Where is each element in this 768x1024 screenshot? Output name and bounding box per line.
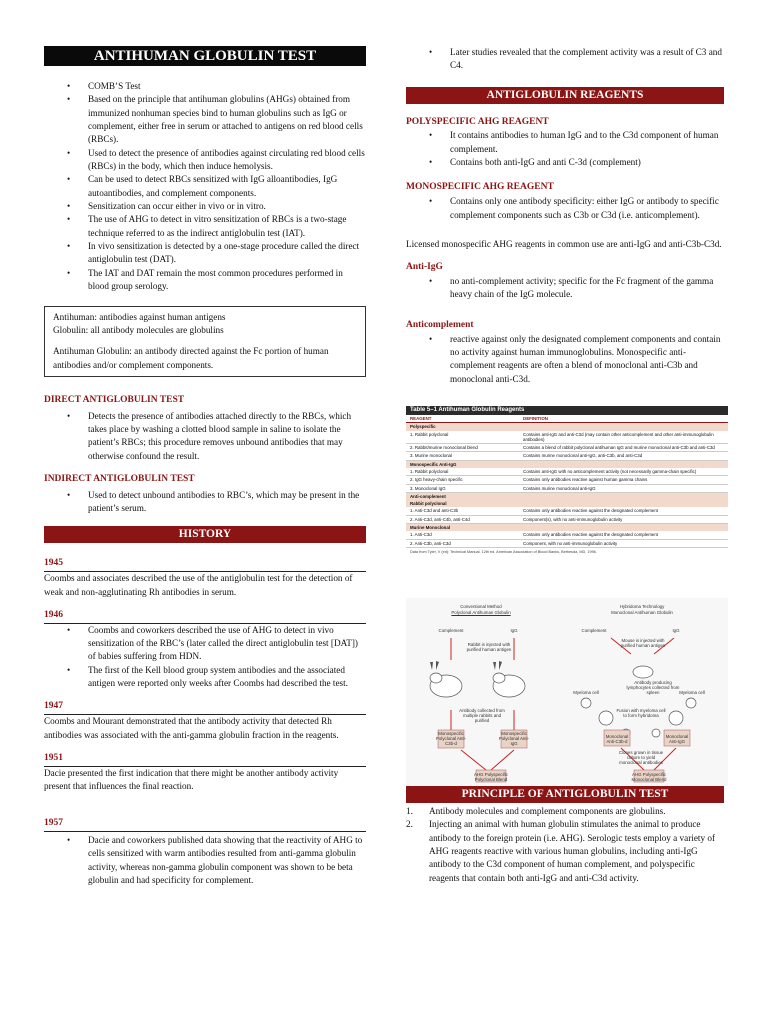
table-section-row: Monospecific Anti-IgG: [406, 461, 728, 468]
licensed-paragraph: Licensed monospecific AHG reagents in common use are anti-IgG and anti-C3b-C3d.: [406, 238, 722, 249]
table-cell-definition: Component, with no anti-immunoglobulin activity: [523, 540, 618, 546]
year-1947: 1947: [44, 701, 63, 712]
diagram-mono-igg: Monospecific Polyclonal Anti-IgG: [498, 730, 530, 746]
anti-igg-heading: Anti-IgG: [406, 262, 443, 273]
diagram-blend-right: AHG Polyspecific Monoclonal Blend: [631, 771, 667, 782]
table-body: [406, 423, 728, 548]
table-cell-reagent: 1. Anti-C3d: [410, 532, 432, 538]
table-cell-reagent: 2. IgG heavy-chain specific: [410, 477, 463, 483]
year-1946: 1946: [44, 609, 63, 620]
diagram-complement-left: Complement: [438, 627, 464, 633]
list-item: • The IAT and DAT remain the most common procedures performed in blood group serology.: [44, 267, 366, 294]
complement-list: [406, 46, 724, 73]
table-cell-definition: Contains murine monoclonal anti-IgG, anti-C3b, and anti-C3d: [523, 453, 643, 459]
monospecific-heading: MONOSPECIFIC AHG REAGENT: [406, 182, 554, 193]
list-item: • Can be used to detect RBCs sensitized with IgG alloantibodies, IgG autoantibodies, and complement components.: [44, 173, 366, 200]
principle-banner: PRINCIPLE OF ANTIGLOBULIN TEST: [406, 786, 724, 803]
year-1951: 1951: [44, 752, 63, 763]
diagram-left-title: Conventional Method: [460, 603, 502, 609]
history-1947-text: Coombs and Mourant demonstrated that the antibody activity that detected Rh antibodies was associated with the anti-gamma globulin fraction in the reagents.: [44, 716, 339, 740]
item-number: 1.: [406, 805, 413, 816]
table-cell-reagent: 1. Rabbit polyclonal: [410, 431, 449, 437]
table-cell-reagent: 2. Anti-C3d, anti-C4b, anti-C4d: [410, 516, 470, 522]
divider: [44, 831, 366, 832]
table-cell-definition: Contains only antibodies reactive against human gamma chains: [523, 477, 648, 483]
table-header: [406, 415, 728, 423]
diagram-mono-c3bd-right: Monoclonal Anti-C3b-d: [605, 733, 629, 744]
table-row: [406, 507, 728, 515]
polyspecific-heading: POLYSPECIFIC AHG REAGENT: [406, 116, 549, 127]
diagram-collect-note: Antibody collected from multiple rabbits and purified: [459, 707, 505, 723]
page-title: ANTIHUMAN GLOBULIN TEST: [44, 46, 366, 66]
table-row: [406, 468, 728, 476]
diagram-myeloma-right: Myeloma cell: [679, 689, 705, 695]
definition-box: [44, 306, 366, 377]
list-item: • Sensitization can occur either in vivo or in vitro.: [44, 200, 366, 213]
diagram-igg-left: IgG: [510, 627, 518, 633]
dat-list: [44, 410, 366, 463]
table-row: [406, 540, 728, 548]
list-item: • Dacie and coworkers published data showing that the reactivity of AHG to cells sensitized with warm antibodies resulted from anti-gamma globulin activity, whereas non-gamma globulin component was shown to be beta globulin and had specificity for complement.: [44, 834, 366, 887]
definition-globulin: Globulin: all antibody molecules are globulins: [53, 324, 224, 335]
list-item: • COMB’S Test: [44, 80, 366, 93]
list-item: • In vivo sensitization is detected by a one-stage procedure called the direct antiglobulin test (DAT).: [44, 240, 366, 267]
table-row: [406, 444, 728, 452]
list-item: • It contains antibodies to human IgG and to the C3d component of human complement.: [406, 129, 724, 156]
table-header-definition: DEFINITION: [523, 416, 548, 422]
list-item: • no anti-complement activity; specific for the Fc fragment of the gamma heavy chain of the IgG molecule.: [406, 275, 724, 302]
table-section-row: Anti-complement: [406, 493, 728, 500]
history-1957-list: [44, 834, 366, 887]
list-item: • Contains both anti-IgG and anti C-3d (complement): [406, 156, 724, 169]
iat-list: [44, 489, 366, 516]
definition-ahg: Antihuman Globulin: an antibody directed against the Fc portion of human antibodies and/or complement components.: [53, 346, 329, 370]
item-text: Injecting an animal with human globulin stimulates the animal to produce antibody to the foreign protein (i.e. AHG). Serologic tests employ a variety of AHG reagents reactive with various human globulins, including anti-IgG antibody to the C3d component of human complement, and polyspecific reagents that contain both anti-IgG and anti-C3d activity.: [429, 819, 716, 883]
table-section-row: Rabbit polyclonal: [406, 500, 728, 507]
table-source: Data from Tyler, V (ed): Technical Manual, 12th ed. American Association of Blood Banks, Bethesda, MD, 1996.: [410, 549, 597, 554]
history-1951-text: Dacie presented the first indication that there might be another antibody activity present that influences the final reaction.: [44, 767, 339, 791]
table-cell-definition: Contains only antibodies reactive against the designated complement: [523, 508, 659, 514]
table-cell-definition: Contains anti-IgG and anti-C3d (may contain other anticomplement and other anti-immunoglobulin antibodies): [523, 431, 714, 442]
list-item: [406, 818, 724, 885]
table-row: [406, 476, 728, 484]
list-item: • reactive against only the designated complement components and contain no activity against human immunoglobulins. Monospecific anti-complement reagents are often a blend of monoclonal anti-C3b and monoclonal anti-C3d.: [406, 333, 724, 386]
diagram-complement-right: Complement: [581, 627, 607, 633]
list-item: • Detects the presence of antibodies attached directly to the RBCs, which takes place by washing a clotted blood sample in saline to isolate the patient’s RBCs; this procedure removes unbound antibodies that may otherwise confound the result.: [44, 410, 366, 463]
list-item: • Used to detect unbound antibodies to RBC’s, which may be present in the patient’s serum.: [44, 489, 366, 516]
anticomplement-heading: Anticomplement: [406, 319, 474, 330]
list-item: • The use of AHG to detect in vitro sensitization of RBCs is a two-stage technique referred to as the indirect antiglobulin test (IAT).: [44, 213, 366, 240]
list-item: • The first of the Kell blood group system antibodies and the associated antigen were reported only weeks after Coombs had described the test.: [44, 664, 366, 691]
diagram-right-title: Hybridoma Technology: [619, 603, 665, 609]
monospecific-list: [406, 195, 724, 222]
history-banner: HISTORY: [44, 526, 366, 543]
table-cell-reagent: 3. Monoclonal IgG: [410, 485, 446, 491]
table-cell-definition: Contains only antibodies reactive against the designated complement: [523, 532, 659, 538]
table-cell-reagent: 1. Rabbit polyclonal: [410, 469, 449, 475]
table-cell-definition: Contains anti-IgG with no anticomplement activity (not necessarily gamma-chain specific): [523, 469, 697, 475]
right-column: [406, 0, 724, 885]
table-row: [406, 431, 728, 445]
list-item: • Coombs and coworkers described the use of AHG to detect in vivo sensitization of the RBC’s (later called the direct antiglobulin test [DAT]) of babies suffering from HDN.: [44, 624, 366, 664]
reagents-banner: ANTIGLOBULIN REAGENTS: [406, 87, 724, 104]
table-cell-reagent: 2. Rabbit/murine monoclonal blend: [410, 445, 478, 451]
table-cell-reagent: 1. Anti-C3d and anti-C3b: [410, 508, 459, 514]
table-cell-definition: Contains a blend of rabbit polyclonal antihuman IgG and murine monoclonal anti-C3b and anti-C3d: [523, 445, 715, 451]
table-section-row: Polyspecific: [406, 423, 728, 430]
ahg-reagents-table: [406, 406, 728, 586]
diagram-myeloma-left: Myeloma cell: [573, 689, 599, 695]
table-cell-definition: Component(s), with no anti-immunoglobulin activity: [523, 516, 623, 522]
table-header-reagent: REAGENT: [410, 416, 432, 422]
polyspecific-list: [406, 129, 724, 169]
diagram-mouse-note: Mouse is injected with purified human antigen: [620, 637, 666, 648]
left-column: [44, 0, 366, 887]
diagram-clone-note: Clones grown in tissue culture to yield monoclonal antibodies: [618, 749, 664, 765]
diagram-spleen-note: Antibody producing lymphocytes collected from spleen: [626, 679, 680, 695]
ahg-production-diagram: [406, 598, 728, 786]
diagram-blend-left: AHG Polyspecific Polyclonal Blend: [474, 771, 508, 782]
table-row: [406, 485, 728, 493]
table-cell-reagent: 3. Murine monoclonal: [410, 453, 452, 459]
iat-heading: INDIRECT ANTIGLOBULIN TEST: [44, 474, 195, 485]
history-1945-text: Coombs and associates described the use of the antiglobulin test for the detection of weak and non-agglutinating Rh antibodies in serum.: [44, 573, 353, 597]
diagram-mono-c3bd: Monospecific Polyclonal Anti-C3b-d: [435, 730, 467, 746]
table-row: [406, 516, 728, 524]
list-item: • Contains only one antibody specificity: either IgG or antibody to specific complement components such as C3b or C3d (i.e. anticomplement).: [406, 195, 724, 222]
anti-igg-list: [406, 275, 724, 302]
table-row: [406, 531, 728, 539]
principle-list: [406, 805, 724, 885]
anticomplement-list: [406, 333, 724, 386]
table-cell-reagent: 2. Anti-C3b, anti-C3d: [410, 540, 451, 546]
diagram-rabbit-note: Rabbit is injected with purified human antigen: [466, 641, 512, 652]
list-item: • Used to detect the presence of antibodies against circulating red blood cells (RBCs) in the body, which then induce hemolysis.: [44, 147, 366, 174]
table-title: Table 5–1 Antihuman Globulin Reagents: [406, 406, 728, 415]
diagram-fusion-note: Fusion with myeloma cell to form hybridoma: [616, 707, 666, 718]
item-text: Antibody molecules and complement components are globulins.: [429, 805, 666, 816]
dat-heading: DIRECT ANTIGLOBULIN TEST: [44, 394, 185, 405]
list-item: • Based on the principle that antihuman globulins (AHGs) obtained from immunized nonhuman species bind to human globulins such as IgG or complement, either free in serum or attached to antigens on red blood cells (RBCs).: [44, 93, 366, 146]
diagram-igg-right: IgG: [672, 627, 680, 633]
table-cell-definition: Contains murine monoclonal anti-IgG: [523, 485, 596, 491]
list-item: [406, 805, 724, 818]
list-item: • Later studies revealed that the complement activity was a result of C3 and C4.: [406, 46, 724, 73]
table-section-row: Murine Monoclonal: [406, 524, 728, 531]
year-1957: 1957: [44, 818, 63, 829]
diagram-left-subtitle: Polyclonal Antihuman Globulin: [451, 609, 511, 615]
diagram-mono-igg-right: Monoclonal Anti-IgG: [665, 733, 689, 744]
year-1945: 1945: [44, 558, 63, 569]
diagram-right-subtitle: Monoclonal Antihuman Globulin: [611, 609, 673, 615]
item-number: 2.: [406, 819, 413, 830]
table-row: [406, 452, 728, 460]
intro-list: [44, 80, 366, 294]
definition-antihuman: Antihuman: antibodies against human antigens: [53, 311, 226, 322]
history-1946-list: [44, 624, 366, 691]
